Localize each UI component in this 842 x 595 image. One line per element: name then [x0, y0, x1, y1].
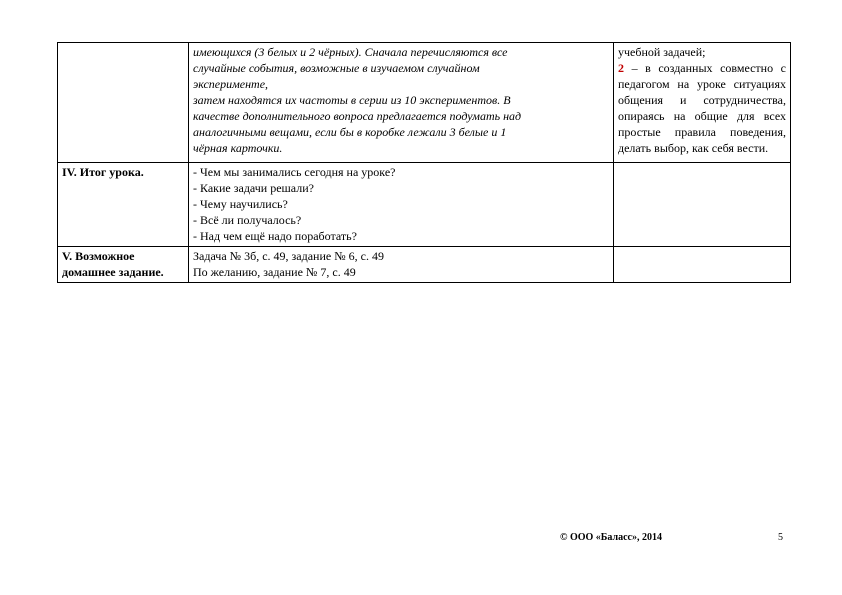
summary-question: - Чем мы занимались сегодня на уроке?: [193, 165, 396, 179]
activity-line: эксперименте,: [193, 77, 269, 91]
activity-line: аналогичными вещами, если бы в коробке лежали 3 белые и 1: [193, 125, 507, 139]
outcome-number: 2: [618, 61, 624, 75]
copyright-text: © ООО «Баласс», 2014: [560, 532, 662, 543]
activity-description-cell: [189, 43, 614, 163]
summary-question: - Всё ли получалось?: [193, 213, 302, 227]
summary-question: - Чему научились?: [193, 197, 288, 211]
lesson-plan-table: [57, 42, 791, 283]
summary-question: - Над чем ещё надо поработать?: [193, 229, 357, 243]
table-row-summary: [58, 163, 791, 247]
summary-outcomes-cell: [614, 163, 791, 247]
homework-task: Задача № 3б, с. 49, задание № 6, с. 49: [193, 249, 384, 263]
activity-line: случайные события, возможные в изучаемом случайном: [193, 61, 480, 75]
activity-line: имеющихся (3 белых и 2 чёрных). Сначала перечисляются все: [193, 45, 508, 59]
homework-task: По желанию, задание № 7, с. 49: [193, 265, 356, 279]
learning-outcomes-cell: [614, 43, 791, 163]
activity-line: чёрная карточки.: [193, 141, 283, 155]
homework-tasks-cell: [189, 247, 614, 283]
page-number: 5: [778, 532, 783, 543]
stage-cell-empty: [58, 43, 189, 163]
stage-cell-summary: IV. Итог урока.: [58, 163, 189, 247]
outcome-text: – в созданных совместно с педагогом на уроке ситуациях общения и сотрудничества, опираясь на общие для всех простые правила поведения, делать выбор, как себя вести.: [618, 61, 786, 155]
outcome-continuation: учебной задачей;: [618, 45, 706, 59]
summary-questions-cell: [189, 163, 614, 247]
table-row-homework: [58, 247, 791, 283]
page-footer: [560, 531, 800, 545]
activity-line: затем находятся их частоты в серии из 10 экспериментов. В: [193, 93, 511, 107]
table-row-continuation: [58, 43, 791, 163]
stage-cell-homework: V. Возможное домашнее задание.: [58, 247, 189, 283]
homework-outcomes-cell: [614, 247, 791, 283]
summary-question: - Какие задачи решали?: [193, 181, 314, 195]
activity-line: качестве дополнительного вопроса предлагается подумать над: [193, 109, 522, 123]
